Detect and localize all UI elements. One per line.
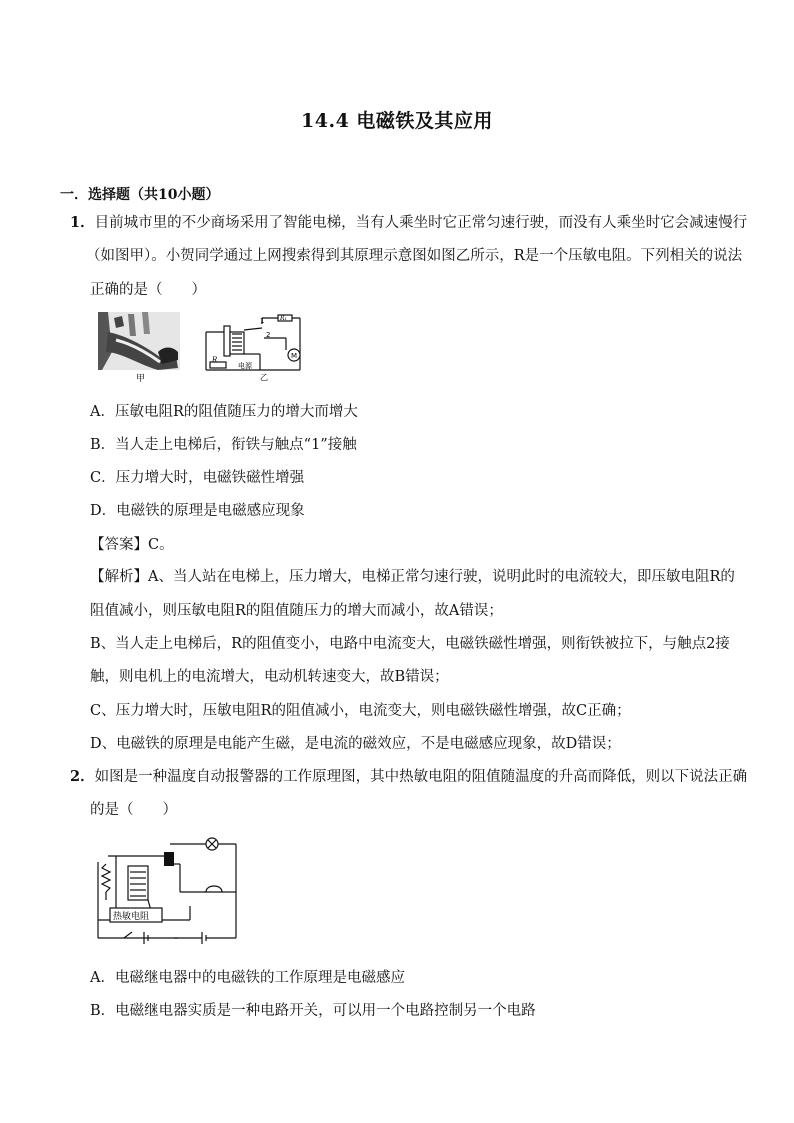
thermistor-label: 热敏电阻 — [113, 912, 150, 922]
analysis-line-5: C、压力增大时，压敏电阻R的阻值减小，电流变大，则电磁铁磁性增强，故C正确； — [90, 703, 631, 719]
page-title: 14.4 电磁铁及其应用 — [301, 110, 493, 132]
question-1-line-1 — [70, 213, 747, 233]
q2-option-a: A．电磁继电器中的电磁铁的工作原理是电磁感应 — [90, 970, 405, 986]
power-label: 电源 — [238, 362, 252, 370]
option-c: C．压力增大时，电磁铁磁性增强 — [90, 470, 305, 486]
question-1-line-3: 正确的是（ ） — [90, 282, 206, 298]
contact-2-label: 2 — [266, 331, 271, 339]
analysis-line-6: D、电磁铁的原理是电能产生磁，是电流的磁效应，不是电磁感应现象，故D错误； — [90, 736, 621, 752]
answer: 【答案】C。 — [90, 537, 174, 553]
section-heading: 一．选择题（共10小题） — [60, 187, 220, 203]
question-2-line-1 — [70, 767, 747, 787]
question-text: 目前城市里的不少商场采用了智能电梯，当有人乘坐时它正常匀速行驶，而没有人乘坐时它会减速慢行 — [94, 215, 748, 231]
analysis-line-1: 【解析】A、当人站在电梯上，压力增大，电梯正常匀速行驶，说明此时的电流较大，即压敏电阻R的 — [90, 569, 735, 585]
figure-yi-circuit — [200, 310, 312, 382]
r1-label: R₁ — [280, 315, 287, 322]
analysis-line-2: 阻值减小，则压敏电阻R的阻值随压力的增大而减小，故A错误； — [90, 603, 503, 619]
q2-option-b: B．电磁继电器实质是一种电路开关，可以用一个电路控制另一个电路 — [90, 1003, 536, 1019]
analysis-line-4: 触，则电机上的电流增大，电动机转速变大，故B错误； — [90, 669, 449, 685]
option-b: B．当人走上电梯后，衔铁与触点“1”接触 — [90, 437, 357, 453]
option-a: A．压敏电阻R的阻值随压力的增大而增大 — [90, 404, 358, 420]
question-number: 2． — [70, 768, 95, 785]
r-label: R — [212, 356, 218, 364]
figure-label-yi: 乙 — [260, 373, 268, 382]
question-1-line-2: （如图甲）。小贺同学通过上网搜索得到其原理示意图如图乙所示，R是一个压敏电阻。下列相关的说法 — [86, 248, 743, 264]
analysis-line-3: B、当人走上电梯后，R的阻值变小，电路中电流变大，电磁铁磁性增强，则衔铁被拉下，与触点2接 — [90, 636, 730, 652]
option-d: D．电磁铁的原理是电磁感应现象 — [90, 503, 305, 519]
figure-jia-escalator — [98, 312, 180, 382]
question-text: 如图是一种温度自动报警器的工作原理图，其中热敏电阻的阻值随温度的升高而降低，则以下说法正确 — [94, 769, 748, 785]
question-number: 1． — [70, 214, 95, 231]
contact-1-label: 1 — [260, 317, 265, 325]
motor-label: M — [291, 352, 298, 360]
figure-label-jia: 甲 — [136, 374, 146, 384]
question-2-line-2: 的是（ ） — [90, 802, 177, 818]
figure-alarm-circuit — [90, 834, 240, 946]
